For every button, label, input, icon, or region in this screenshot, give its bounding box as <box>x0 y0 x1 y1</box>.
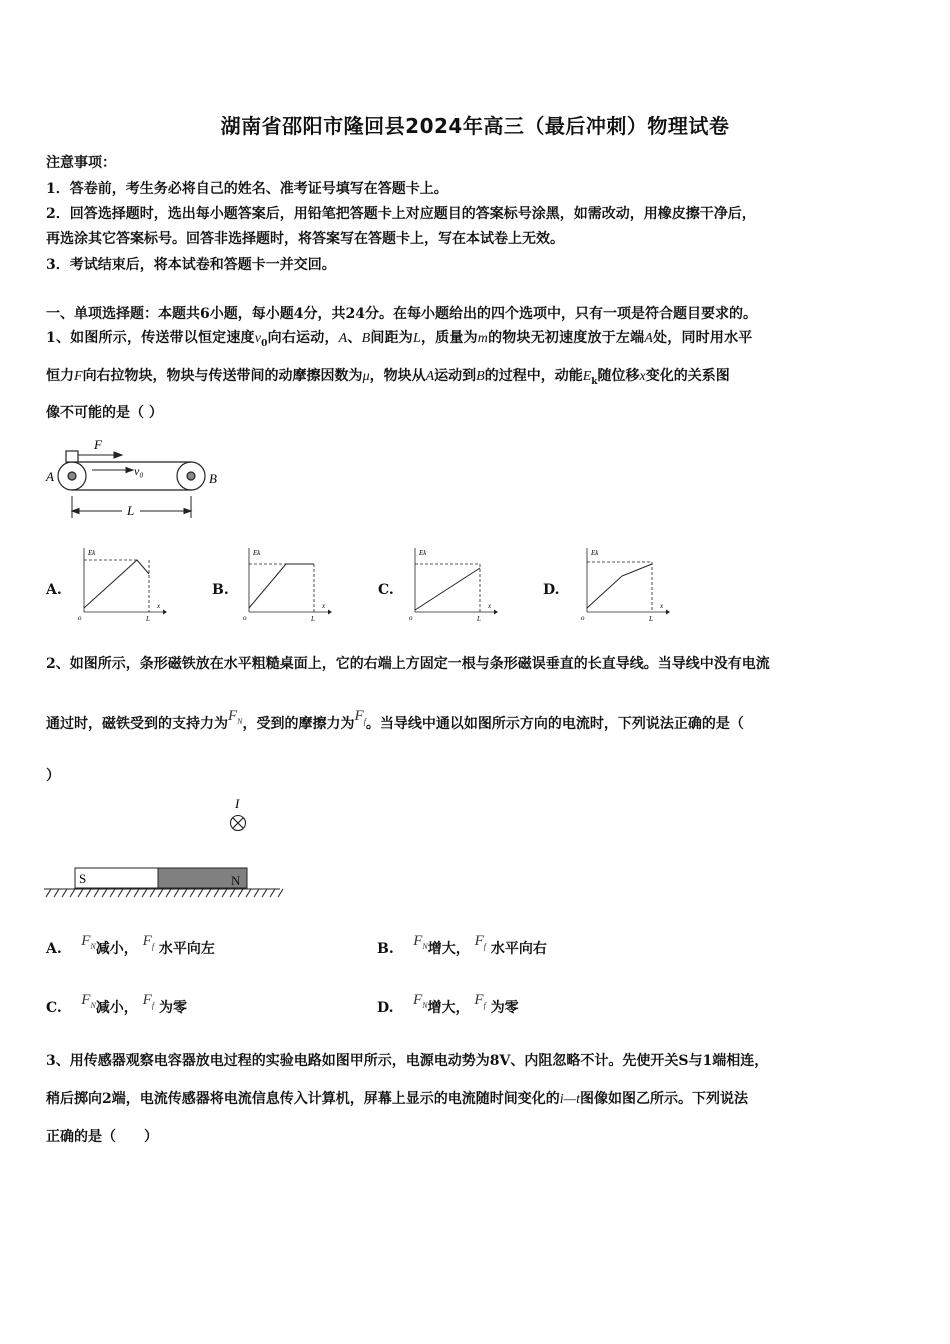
svg-text:Ek: Ek <box>253 549 261 557</box>
svg-text:o: o <box>78 614 82 622</box>
q1-option-b-graph[interactable] <box>242 544 332 622</box>
q2-option-a[interactable]: A. $F_N$减小， $F_f$ 水平向左 <box>46 933 215 957</box>
hatch-mark <box>270 889 275 897</box>
hatch-mark <box>62 889 67 897</box>
q3-line-2: 稍后掷向2端，电流传感器将电流信息传入计算机，屏幕上显示的电流随时间变化的i—t图像如图乙所示。下列说法 <box>46 1091 748 1107</box>
page-title: 湖南省邵阳市隆回县2024年高三（最后冲刺）物理试卷 <box>220 114 730 138</box>
hatch-mark <box>142 889 147 897</box>
notice-item-2-cont: 再选涂其它答案标号。回答非选择题时，将答案写在答题卡上，写在本试卷上无效。 <box>46 231 564 247</box>
hatch-mark <box>102 889 107 897</box>
svg-text:x: x <box>488 602 492 610</box>
svg-text:Ek: Ek <box>419 549 427 557</box>
svg-text:x: x <box>157 602 161 610</box>
wire-into-page-icon <box>231 816 246 831</box>
svg-text:o: o <box>243 614 247 622</box>
svg-text:L: L <box>146 615 150 622</box>
q1-option-d-graph[interactable] <box>580 544 670 622</box>
force-arrow <box>78 452 122 458</box>
q2-line-2: 通过时，磁铁受到的支持力为$F_N$，受到的摩擦力为$F_f$。当导线中通以如图所示方向的电流时，下列说法正确的是（ <box>46 708 744 732</box>
svg-text:o: o <box>409 614 413 622</box>
hatch-mark <box>222 889 227 897</box>
q1-conveyor-figure <box>44 434 234 524</box>
label-v0: v₀ <box>134 464 144 478</box>
svg-text:Ek: Ek <box>88 549 96 557</box>
q1-line-1: 1、如图所示，传送带以恒定速度$v_0$向右运动，A、B间距为L，质量为m的物块无初速度放于左端A处，同时用水平 <box>46 330 753 349</box>
hatch-mark <box>54 889 59 897</box>
hatch-mark <box>126 889 131 897</box>
q2-option-b[interactable]: B. $F_N$增大， $F_f$ 水平向右 <box>377 933 547 957</box>
q2-option-d[interactable]: D. $F_N$增大， $F_f$ 为零 <box>377 992 519 1016</box>
hatch-mark <box>118 889 123 897</box>
conveyor-belt <box>58 462 205 490</box>
section-heading: 一、单项选择题：本题共6小题，每小题4分，共24分。在每小题给出的四个选项中，只有一项是符合题目要求的。 <box>46 306 757 322</box>
hatch-mark <box>110 889 115 897</box>
q2-line-1: 2、如图所示，条形磁铁放在水平粗糙桌面上，它的右端上方固定一根与条形磁误垂直的长直导线。当导线中没有电流 <box>46 656 770 672</box>
q1-line-2: 恒力F向右拉物块，物块与传送带间的动摩擦因数为μ，物块从A运动到B的过程中，动能$E_k$随位移x变化的关系图 <box>46 368 730 387</box>
q3-line-3: 正确的是（ ） <box>46 1129 158 1145</box>
hatch-mark <box>254 889 259 897</box>
notice-heading: 注意事项： <box>46 155 116 171</box>
label-L: L <box>127 503 135 518</box>
block <box>66 451 78 462</box>
label-S: S <box>79 871 87 886</box>
svg-text:L: L <box>311 615 315 622</box>
notice-item-3: 3．考试结束后，将本试卷和答题卡一并交回。 <box>46 257 336 273</box>
table-surface <box>44 889 283 897</box>
hatch-mark <box>46 889 51 897</box>
q1-option-a-letter[interactable]: A. <box>46 582 62 598</box>
notice-item-2: 2．回答选择题时，选出每小题答案后，用铅笔把答题卡上对应题目的答案标号涂黑，如需改动，用橡皮擦干净后， <box>46 206 756 222</box>
q1-option-c-letter[interactable]: C. <box>378 582 394 598</box>
q2-magnet-figure <box>44 792 284 904</box>
label-A: A <box>46 469 54 484</box>
svg-text:L: L <box>477 615 481 622</box>
magnet-s-pole <box>75 868 158 888</box>
q1-option-b-letter[interactable]: B. <box>212 582 229 598</box>
q1-option-d-letter[interactable]: D. <box>543 582 560 598</box>
label-F: F <box>94 437 102 452</box>
hatch-mark <box>262 889 267 897</box>
hatch-mark <box>166 889 171 897</box>
hatch-mark <box>150 889 155 897</box>
hatch-mark <box>86 889 91 897</box>
svg-text:L: L <box>649 615 653 622</box>
svg-text:x: x <box>660 602 664 610</box>
q1-line-3: 像不可能的是（ ） <box>46 405 163 421</box>
hatch-mark <box>158 889 163 897</box>
hatch-mark <box>182 889 187 897</box>
hatch-mark <box>230 889 235 897</box>
label-B: B <box>209 471 217 486</box>
svg-text:Ek: Ek <box>591 549 599 557</box>
svg-text:o: o <box>581 614 585 622</box>
hatch-mark <box>70 889 75 897</box>
hatch-mark <box>246 889 251 897</box>
hatch-mark <box>198 889 203 897</box>
svg-text:x: x <box>322 602 326 610</box>
q3-line-1: 3、用传感器观察电容器放电过程的实验电路如图甲所示，电源电动势为8V、内阻忽略不计。先使开关S与1端相连， <box>46 1053 769 1069</box>
hatch-mark <box>206 889 211 897</box>
hatch-mark <box>190 889 195 897</box>
q2-option-c[interactable]: C. $F_N$减小， $F_f$ 为零 <box>46 992 187 1016</box>
notice-item-1: 1．答卷前，考生务必将自己的姓名、准考证号填写在答题卡上。 <box>46 181 448 197</box>
hatch-mark <box>174 889 179 897</box>
q1-option-a-graph[interactable] <box>77 544 167 622</box>
hatch-mark <box>214 889 219 897</box>
q2-line-3: ） <box>46 768 60 784</box>
q1-option-c-graph[interactable] <box>408 544 498 622</box>
hatch-mark <box>238 889 243 897</box>
hatch-mark <box>134 889 139 897</box>
hatch-mark <box>278 889 283 897</box>
hatch-mark <box>94 889 99 897</box>
label-N: N <box>231 873 241 888</box>
velocity-arrow <box>92 468 133 473</box>
hatch-mark <box>78 889 83 897</box>
current-label: I <box>235 796 240 811</box>
